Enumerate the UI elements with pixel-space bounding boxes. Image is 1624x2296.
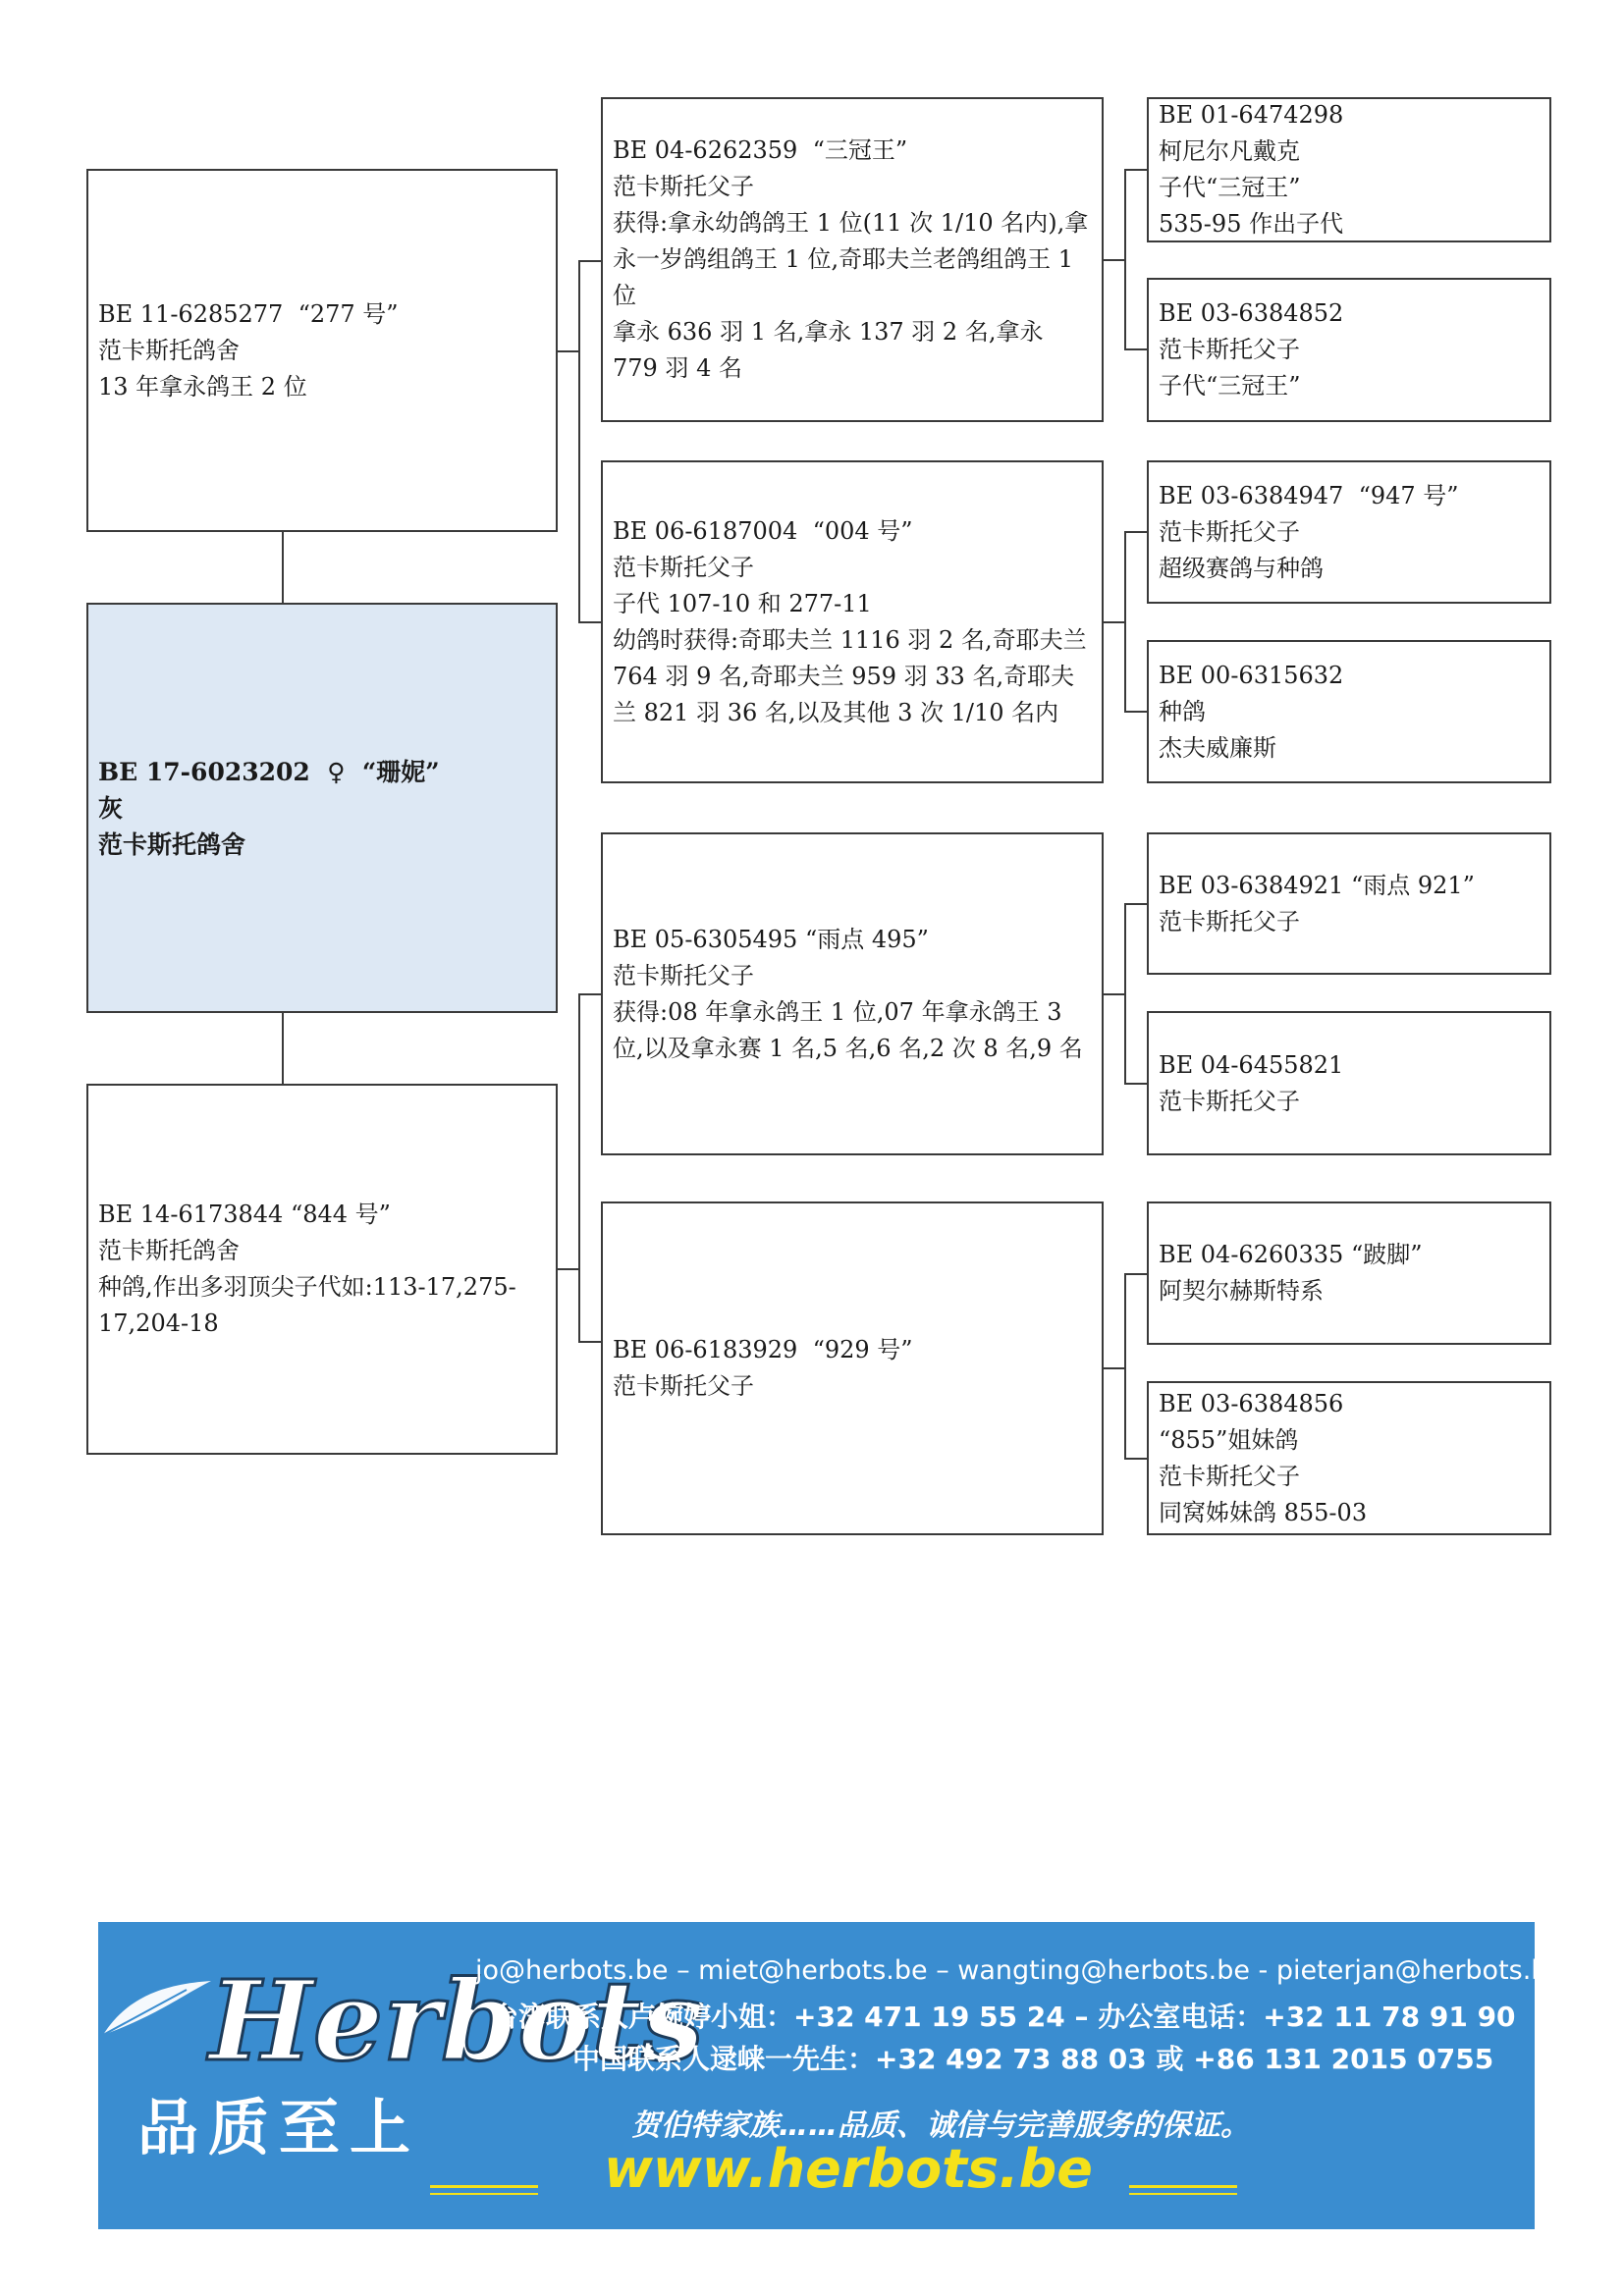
dss-breeder: 范卡斯托父子 xyxy=(1159,907,1300,935)
sds-ring: BE 03-6384947 “947 号” xyxy=(1159,481,1459,509)
decorative-rule xyxy=(1129,2193,1237,2195)
sire-dam-offspring: 子代 107-10 和 277-11 xyxy=(613,589,872,617)
connector xyxy=(578,260,601,262)
ddd-breeder: 范卡斯托父子 xyxy=(1159,1462,1300,1490)
connector xyxy=(1124,1273,1147,1275)
sdd-ring: BE 00-6315632 xyxy=(1159,661,1344,689)
dam-dam-breeder: 范卡斯托父子 xyxy=(613,1372,754,1400)
sds-note: 超级赛鸽与种鸽 xyxy=(1159,554,1324,582)
subject-ring: BE 17-6023202 ♀ “珊妮” xyxy=(98,757,440,786)
dam-ring: BE 14-6173844 “844 号” xyxy=(98,1201,391,1228)
sss-box xyxy=(1147,97,1551,242)
connector xyxy=(1124,531,1147,533)
sire-box xyxy=(86,169,558,532)
dam-sire-ring: BE 05-6305495 “雨点 495” xyxy=(613,925,929,953)
sss-breeder: 柯尼尔凡戴克 xyxy=(1159,137,1300,165)
logo-text: Herbots xyxy=(209,1957,704,2086)
dam-dam-box xyxy=(601,1201,1104,1535)
ddd-note: “855”姐妹鸽 xyxy=(1159,1425,1299,1454)
dam-box xyxy=(86,1084,558,1455)
connector xyxy=(558,350,579,352)
email-line: jo@herbots.be – miet@herbots.be – wangting@herbots.be - pieterjan@herbots.be xyxy=(475,1955,1565,1986)
ssd-ring: BE 03-6384852 xyxy=(1159,299,1344,327)
sss-note: 子代“三冠王” xyxy=(1159,174,1301,201)
contact-banner xyxy=(98,1922,1565,2229)
decorative-rule xyxy=(1129,2185,1237,2188)
connector xyxy=(1124,1458,1147,1460)
taiwan-contact: 台湾联系人卢婉婷小姐：+32 471 19 55 24 – 办公室电话：+32 11 78 91 90 xyxy=(491,2001,1516,2033)
sire-breeder: 范卡斯托鸽舍 xyxy=(98,336,240,364)
decorative-rule xyxy=(430,2193,538,2195)
connector xyxy=(1124,1083,1147,1085)
connector xyxy=(578,1341,601,1343)
dsd-ring: BE 04-6455821 xyxy=(1159,1050,1344,1079)
ddd-box xyxy=(1147,1381,1551,1535)
dam-dam-ring: BE 06-6183929 “929 号” xyxy=(613,1336,913,1363)
sss-ring: BE 01-6474298 xyxy=(1159,101,1344,129)
dss-ring: BE 03-6384921 “雨点 921” xyxy=(1159,871,1475,899)
dsd-box xyxy=(1147,1011,1551,1155)
sire-ring: BE 11-6285277 “277 号” xyxy=(98,299,399,328)
dam-note: 种鸽,作出多羽顶尖子代如:113-17,275-17,204-18 xyxy=(98,1273,516,1337)
sdd-note: 种鸽 xyxy=(1159,697,1206,725)
connector xyxy=(1124,348,1147,350)
connector xyxy=(1124,1273,1126,1460)
connector xyxy=(1104,259,1125,261)
dss-box xyxy=(1147,832,1551,975)
connector xyxy=(282,1013,284,1084)
sire-dam-box xyxy=(601,460,1104,783)
ssd-breeder: 范卡斯托父子 xyxy=(1159,336,1300,363)
dam-breeder: 范卡斯托鸽舍 xyxy=(98,1237,240,1264)
dds-breeder: 阿契尔赫斯特系 xyxy=(1159,1277,1324,1305)
sire-sire-results: 获得:拿永幼鸽鸽王 1 位(11 次 1/10 名内),拿永一岁鸽组鸽王 1 位,奇耶夫兰老鸽组鸽王 1 位 xyxy=(613,209,1089,309)
dam-sire-results: 获得:08 年拿永鸽王 1 位,07 年拿永鸽王 3 位,以及拿永赛 1 名,5 名,6 名,2 次 8 名,9 名 xyxy=(613,997,1083,1062)
connector xyxy=(1124,903,1126,1085)
connector xyxy=(1124,711,1147,713)
sire-sire-breeder: 范卡斯托父子 xyxy=(613,173,754,200)
slogan: 贺伯特家族……品质、诚信与完善服务的保证。 xyxy=(631,2109,1250,2143)
connector xyxy=(1104,1367,1125,1369)
sds-box xyxy=(1147,460,1551,604)
sire-sire-results-2: 拿永 636 羽 1 名,拿永 137 羽 2 名,拿永 779 羽 4 名 xyxy=(613,318,1052,382)
connector xyxy=(1124,169,1147,171)
sire-dam-breeder: 范卡斯托父子 xyxy=(613,553,754,581)
ssd-box xyxy=(1147,278,1551,422)
connector xyxy=(578,621,601,623)
ddd-ring: BE 03-6384856 xyxy=(1159,1389,1344,1417)
connector xyxy=(1104,621,1125,623)
subject-color: 灰 xyxy=(98,793,124,823)
subject-box xyxy=(86,603,558,1013)
china-contact: 中国联系人逯崃一先生：+32 492 73 88 03 或 +86 131 2015 0755 xyxy=(572,2043,1494,2075)
sss-note-2: 535-95 作出子代 xyxy=(1159,210,1344,238)
connector xyxy=(578,993,580,1343)
sire-sire-box xyxy=(601,97,1104,422)
logo-cn: 品质至上 xyxy=(137,2092,421,2163)
sire-sire-ring: BE 04-6262359 “三冠王” xyxy=(613,136,908,164)
dam-sire-box xyxy=(601,832,1104,1155)
ssd-note: 子代“三冠王” xyxy=(1159,372,1301,400)
sdd-box xyxy=(1147,640,1551,783)
connector xyxy=(282,532,284,603)
connector xyxy=(1104,993,1125,995)
connector xyxy=(1124,903,1147,905)
website-link[interactable]: www.herbots.be xyxy=(604,2138,1093,2200)
sire-note: 13 年拿永鸽王 2 位 xyxy=(98,372,307,400)
connector xyxy=(1124,169,1126,350)
connector xyxy=(1124,531,1126,713)
dds-ring: BE 04-6260335 “跛脚” xyxy=(1159,1241,1423,1268)
ddd-note-2: 同窝姊妹鸽 855-03 xyxy=(1159,1498,1368,1526)
dsd-breeder: 范卡斯托父子 xyxy=(1159,1087,1300,1115)
sdd-breeder: 杰夫威廉斯 xyxy=(1159,733,1276,762)
connector xyxy=(578,993,601,995)
connector xyxy=(558,1268,579,1270)
subject-breeder: 范卡斯托鸽舍 xyxy=(98,829,246,859)
sire-dam-results: 幼鸽时获得:奇耶夫兰 1116 羽 2 名,奇耶夫兰 764 羽 9 名,奇耶夫兰 959 羽 33 名,奇耶夫兰 821 羽 36 名,以及其他 3 次 1/10 名内 xyxy=(613,625,1095,726)
connector xyxy=(578,260,580,623)
decorative-rule xyxy=(430,2185,538,2188)
dam-sire-breeder: 范卡斯托父子 xyxy=(613,961,754,989)
sds-breeder: 范卡斯托父子 xyxy=(1159,517,1300,546)
dds-box xyxy=(1147,1201,1551,1345)
sire-dam-ring: BE 06-6187004 “004 号” xyxy=(613,516,913,545)
